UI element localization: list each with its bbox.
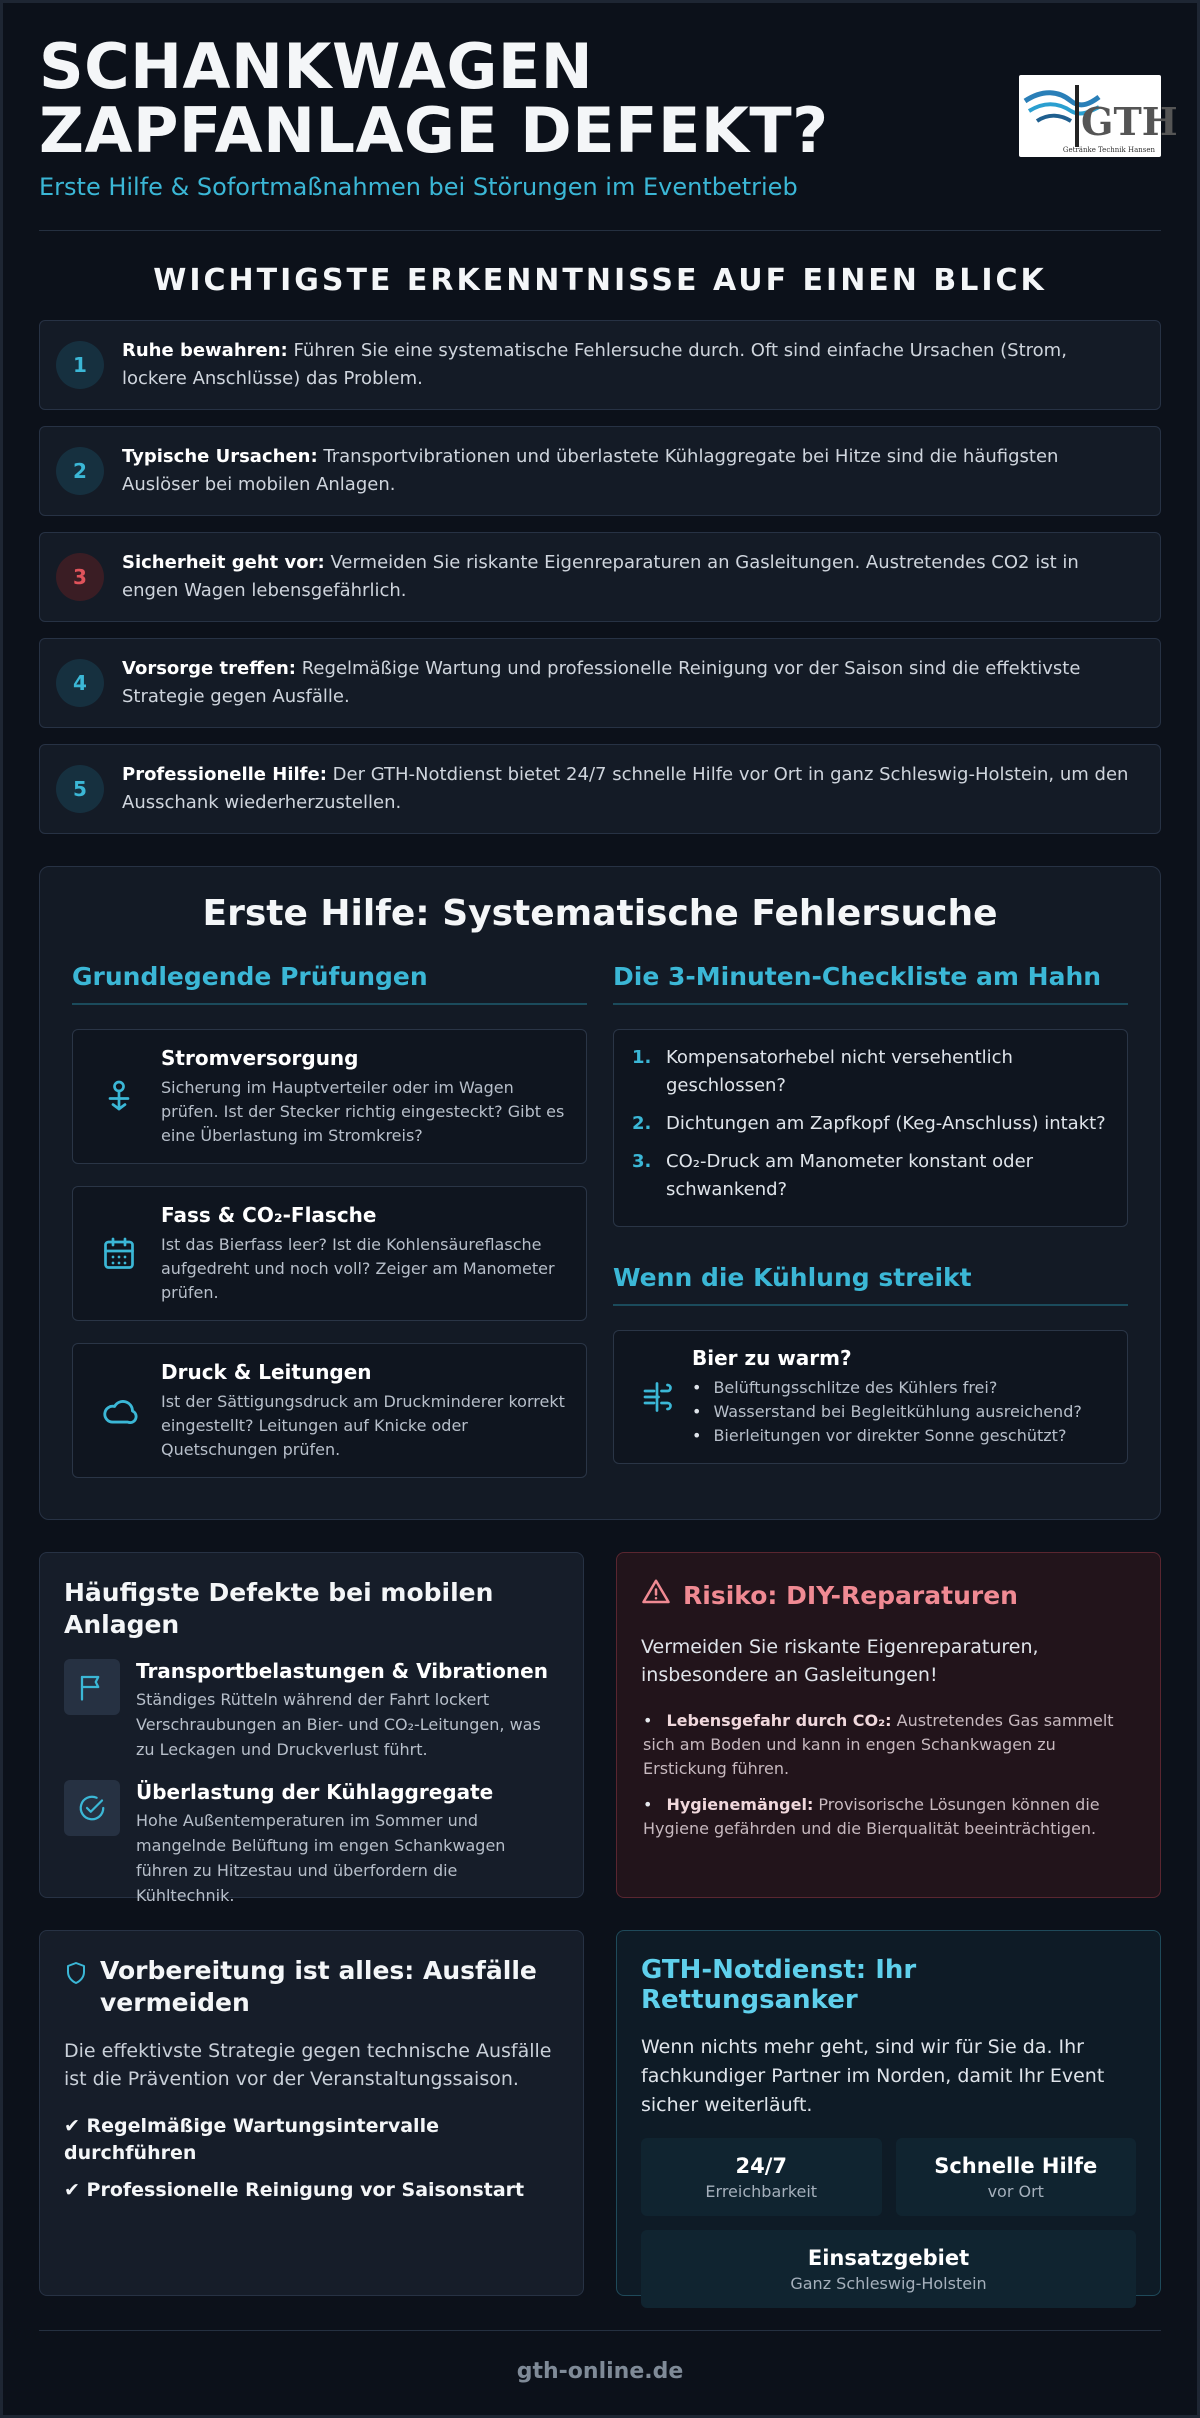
insight-label: Vorsorge treffen: [122,658,296,679]
check-text: Ist der Sättigungsdruck am Druckminderer korrekt eingestellt? Leitungen auf Knicke oder Quetschungen prüfen. [161,1391,565,1459]
footer [39,2330,1161,2384]
check-title: Fass & CO₂-Flasche [161,1202,377,1227]
risk-item: • Hygienemängel: Provisorische Lösungen können die Hygiene gefährden und die Bierqualität beeinträchtigen. [641,1793,1136,1841]
insight-number: 2 [56,447,104,495]
page-subtitle: Erste Hilfe & Sofortmaßnahmen bei Störungen im Eventbetrieb [39,173,798,201]
header [39,3,1178,231]
insight-item [39,744,1161,834]
flag-icon [64,1659,120,1715]
insight-item [39,320,1161,410]
prep-panel [39,1930,584,2296]
tap-checklist-column [613,962,1128,1500]
insight-text: Regelmäßige Wartung und professionelle Reinigung vor der Saison sind die effektivste Strategie gegen Ausfälle. [122,658,1081,707]
insight-label: Ruhe bewahren: [122,340,288,361]
checklist-item: 3. CO₂-Druck am Manometer konstant oder schwankend? [632,1151,1034,1200]
help-panel [616,1930,1161,2296]
list-item: • Bierleitungen vor direkter Sonne geschützt? [692,1424,1082,1448]
cooling-title: Wenn die Kühlung streikt [613,1263,1128,1306]
insight-item [39,638,1161,728]
risk-intro: Vermeiden Sie riskante Eigenreparaturen, insbesondere an Gasleitungen! [641,1636,1039,1686]
insight-number: 3 [56,553,104,601]
help-title: GTH-Notdienst: Ihr Rettungsanker [641,1955,917,2015]
insight-number: 5 [56,765,104,813]
cloud-icon [91,1392,147,1430]
insight-item [39,426,1161,516]
cooling-card-title: Bier zu warm? [692,1346,852,1370]
help-text: Wenn nichts mehr geht, sind wir für Sie da. Ihr fachkundiger Partner im Norden, damit Ihr Event sicher weiterläuft. [641,2036,1105,2116]
check-card-keg [72,1186,587,1321]
insight-text: Vermeiden Sie riskante Eigenreparaturen an Gasleitungen. Austretendes CO2 ist in engen Wagen lebensgefährlich. [122,552,1079,601]
stat-availability: 24/7 Erreichbarkeit [641,2138,882,2216]
basic-checks-column [72,962,587,1500]
warning-icon [641,1577,671,1613]
insight-item [39,532,1161,622]
calendar-icon [91,1236,147,1272]
list-item: • Wasserstand bei Begleitkühlung ausreichend? [692,1400,1082,1424]
logo-graphic-icon [1019,75,1178,157]
key-insights [39,263,1161,834]
defect-item: Überlastung der Kühlaggregate Hohe Außentemperaturen im Sommer und mangelnde Belüftung im engen Schankwagen führen zu Hitzestau und überfordern die Kühltechnik. [64,1780,559,1908]
insights-list [39,320,1161,834]
defects-panel [39,1552,584,1905]
logo-tagline: Getränke Technik Hansen [1062,146,1155,154]
prep-item: ✔ Regelmäßige Wartungsintervalle durchführen [64,2115,439,2164]
stat-area: Einsatzgebiet Ganz Schleswig-Holstein [641,2230,1136,2308]
shield-icon [64,1961,88,1993]
prep-text: Die effektivste Strategie gegen technische Ausfälle ist die Prävention vor der Veranstaltungssaison. [64,2040,552,2090]
checklist-title: Die 3-Minuten-Checkliste am Hahn [613,962,1128,1005]
gth-logo [1019,75,1178,157]
risk-panel [616,1552,1161,1898]
defects-title: Häufigste Defekte bei mobilen Anlagen [64,1578,494,1639]
tap-checklist [613,1029,1128,1227]
first-aid-title: Erste Hilfe: Systematische Fehlersuche [202,893,998,934]
stat-fast-help: Schnelle Hilfe vor Ort [896,2138,1137,2216]
insight-text: Der GTH-Notdienst bietet 24/7 schnelle Hilfe vor Ort in ganz Schleswig-Holstein, um den Ausschank wiederherzustellen. [122,764,1129,813]
first-aid-section [39,866,1161,1520]
checklist-item: 1. Kompensatorhebel nicht versehentlich geschlossen? [632,1047,1013,1096]
insight-text: Transportvibrationen und überlastete Kühlaggregate bei Hitze sind die häufigsten Auslöser bei mobilen Anlagen. [122,446,1059,495]
check-title: Stromversorgung [161,1045,359,1070]
prep-title: Vorbereitung ist alles: Ausfälle vermeiden [100,1956,537,2017]
check-text: Ist das Bierfass leer? Ist die Kohlensäureflasche aufgedreht und noch voll? Zeiger am Manometer prüfen. [161,1234,555,1302]
check-title: Druck & Leitungen [161,1359,372,1384]
plug-icon [91,1079,147,1115]
basic-checks-title: Grundlegende Prüfungen [72,962,587,1005]
check-text: Sicherung im Hauptverteiler oder im Wagen prüfen. Ist der Stecker richtig eingesteckt? Gibt es eine Überlastung im Stromkreis? [161,1077,565,1145]
defect-item: Transportbelastungen & Vibrationen Ständiges Rütteln während der Fahrt lockert Verschraubungen an Bier- und CO₂-Leitungen, was zu Leckagen und Druckverlust führt. [64,1659,559,1762]
prep-item: ✔ Professionelle Reinigung vor Saisonstart [64,2179,525,2201]
risk-item: • Lebensgefahr durch CO₂: Austretendes Gas sammelt sich am Boden und kann in engen Schankwagen zu Erstickung führen. [641,1709,1136,1781]
logo-text: GTH [1081,99,1178,144]
cooling-card [613,1330,1128,1464]
page-title: SCHANKWAGEN ZAPFANLAGE DEFEKT? [39,30,829,167]
list-item: • Belüftungsschlitze des Kühlers frei? [692,1376,1082,1400]
insight-text: Führen Sie eine systematische Fehlersuche durch. Oft sind einfache Ursachen (Strom, lockere Anschlüsse) das Problem. [122,340,1067,389]
insight-label: Sicherheit geht vor: [122,552,325,573]
insight-label: Professionelle Hilfe: [122,764,327,785]
insight-number: 1 [56,341,104,389]
insight-label: Typische Ursachen: [122,446,318,467]
footer-url[interactable]: gth-online.de [516,2359,684,2384]
check-card-power [72,1029,587,1164]
cooling-list [692,1376,1082,1448]
check-card-pressure [72,1343,587,1478]
check-circle-icon [64,1780,120,1836]
checklist-item: 2. Dichtungen am Zapfkopf (Keg-Anschluss) intakt? [632,1113,1106,1134]
thermometer-snow-icon [632,1379,682,1415]
risk-title: Risiko: DIY-Reparaturen [683,1580,1018,1610]
key-insights-title: WICHTIGSTE ERKENNTNISSE AUF EINEN BLICK [153,263,1047,298]
insight-number: 4 [56,659,104,707]
